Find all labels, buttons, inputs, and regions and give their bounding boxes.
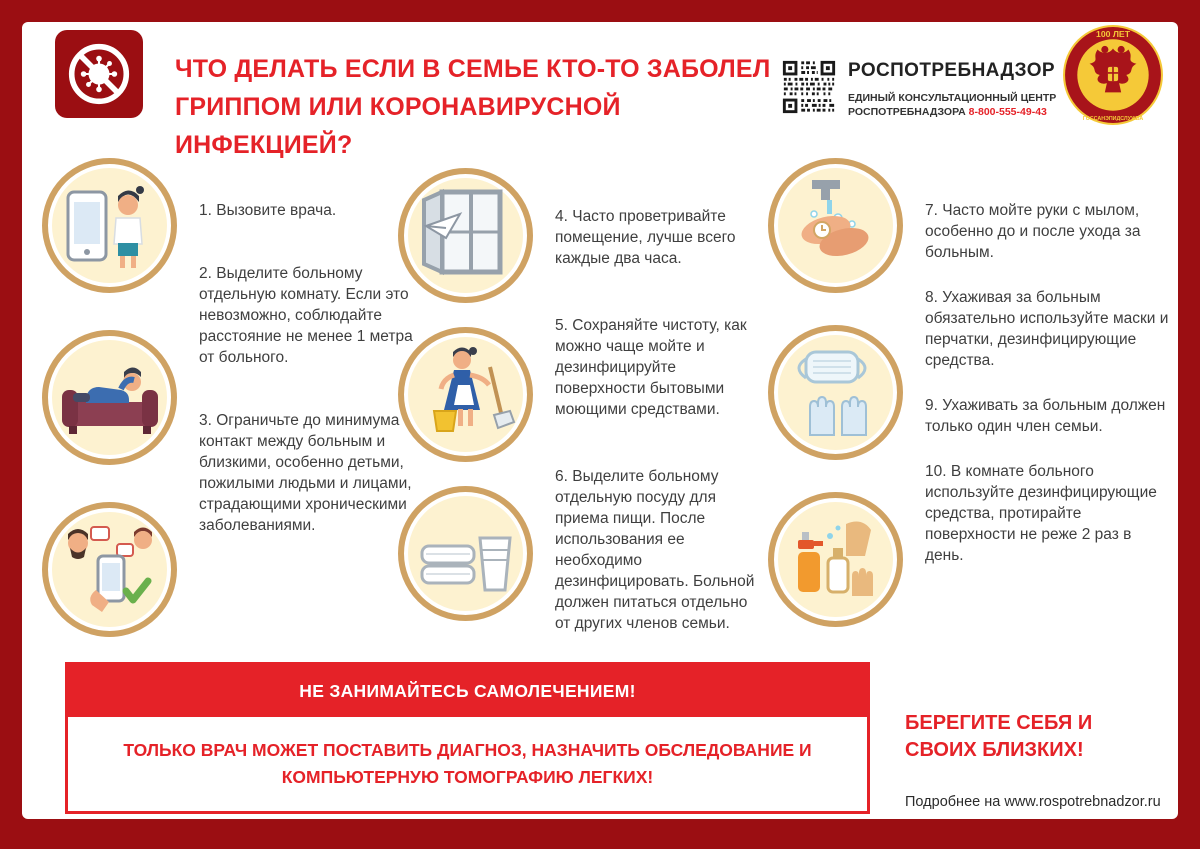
title-line-1: ЧТО ДЕЛАТЬ ЕСЛИ В СЕМЬЕ КТО-ТО ЗАБОЛЕЛ [175, 55, 771, 83]
step-9: 9. Ухаживать за больным должен только один член семьи. [925, 397, 1166, 435]
text-column-3 [925, 158, 1170, 659]
call-center-line-2: РОСПОТРЕБНАДЗОРА 8-800-555-49-43 [848, 106, 1047, 118]
icon-column-3 [768, 158, 903, 659]
step-8: 8. Ухаживая за больным обязательно используйте маски и перчатки, дезинфицирующие средства. [925, 289, 1169, 369]
text-column-2 [555, 168, 760, 680]
text-column-1 [199, 158, 414, 674]
warning-banner [65, 662, 870, 814]
phone-contact-icon [42, 502, 177, 637]
qr-code [780, 58, 838, 116]
steps-column-2 [398, 168, 760, 680]
more-info: Подробнее на www.rospotrebnadzor.ru [905, 794, 1161, 810]
banner-headline: НЕ ЗАНИМАЙТЕСЬ САМОЛЕЧЕНИЕМ! [68, 665, 867, 717]
logo-service-text: ГОССАНЭПИДСЛУЖБА [1082, 115, 1144, 122]
poster-title [175, 50, 775, 164]
steps-column-1 [42, 158, 414, 674]
icon-column-2 [398, 168, 533, 680]
step-4: 4. Часто проветривайте помещение, лучше всего каждые два часа. [555, 208, 736, 267]
disinfection-icon [768, 492, 903, 627]
step-2: 2. Выделите больному отдельную комнату. Если это невозможно, соблюдайте расстояние не менее 1 метра от больного. [199, 265, 413, 366]
call-center-info [848, 91, 1058, 119]
no-virus-badge [55, 30, 143, 118]
step-7: 7. Часто мойте руки с мылом, особенно до и после ухода за больным. [925, 202, 1141, 261]
hand-washing-icon [768, 158, 903, 293]
dishes-icon [398, 486, 533, 621]
icon-column-1 [42, 158, 177, 674]
poster-body [22, 22, 1178, 819]
qr-code-icon [780, 58, 838, 116]
step-10: 10. В комнате больного используйте дезинфицирующие средства, протирайте поверхности не реже 2 раз в день. [925, 463, 1157, 564]
anniversary-logo [1062, 24, 1164, 126]
cleaning-icon [398, 327, 533, 462]
closing-block [905, 710, 1167, 810]
doctor-call-icon [42, 158, 177, 293]
rest-couch-icon [42, 330, 177, 465]
step-3: 3. Ограничьте до минимума контакт между больным и близкими, особенно детьми, пожилыми людьми и лицами, страдающими хроническими заболеваниями. [199, 412, 412, 534]
call-center-line-1: ЕДИНЫЙ КОНСУЛЬТАЦИОННЫЙ ЦЕНТР [848, 92, 1057, 104]
steps-column-3 [768, 158, 1170, 659]
logo-anniversary-text: 100 ЛЕТ [1096, 28, 1130, 39]
step-1: 1. Вызовите врача. [199, 202, 337, 219]
anniversary-logo-icon [1062, 24, 1164, 126]
hotline-phone: 8-800-555-49-43 [968, 106, 1047, 118]
agency-name: РОСПОТРЕБНАДЗОР [848, 60, 1055, 81]
mask-gloves-icon [768, 325, 903, 460]
open-window-icon [398, 168, 533, 303]
no-virus-icon [64, 39, 134, 109]
slogan: БЕРЕГИТЕ СЕБЯ И СВОИХ БЛИЗКИХ! [905, 712, 1093, 761]
step-5: 5. Сохраняйте чистоту, как можно чаще мойте и дезинфицируйте поверхности бытовыми моющими средствами. [555, 317, 747, 418]
banner-text: ТОЛЬКО ВРАЧ МОЖЕТ ПОСТАВИТЬ ДИАГНОЗ, НАЗНАЧИТЬ ОБСЛЕДОВАНИЕ И КОМПЬЮТЕРНУЮ ТОМОГРАФИЮ ЛЕГКИХ! [123, 740, 812, 787]
title-line-2: ГРИППОМ ИЛИ КОРОНАВИРУСНОЙ ИНФЕКЦИЕЙ? [175, 93, 621, 159]
agency-block [848, 60, 1058, 119]
step-6: 6. Выделите больному отдельную посуду для приема пищи. После использования ее необходимо дезинфицировать. Больной должен питаться отдельно от других членов семьи. [555, 468, 755, 632]
